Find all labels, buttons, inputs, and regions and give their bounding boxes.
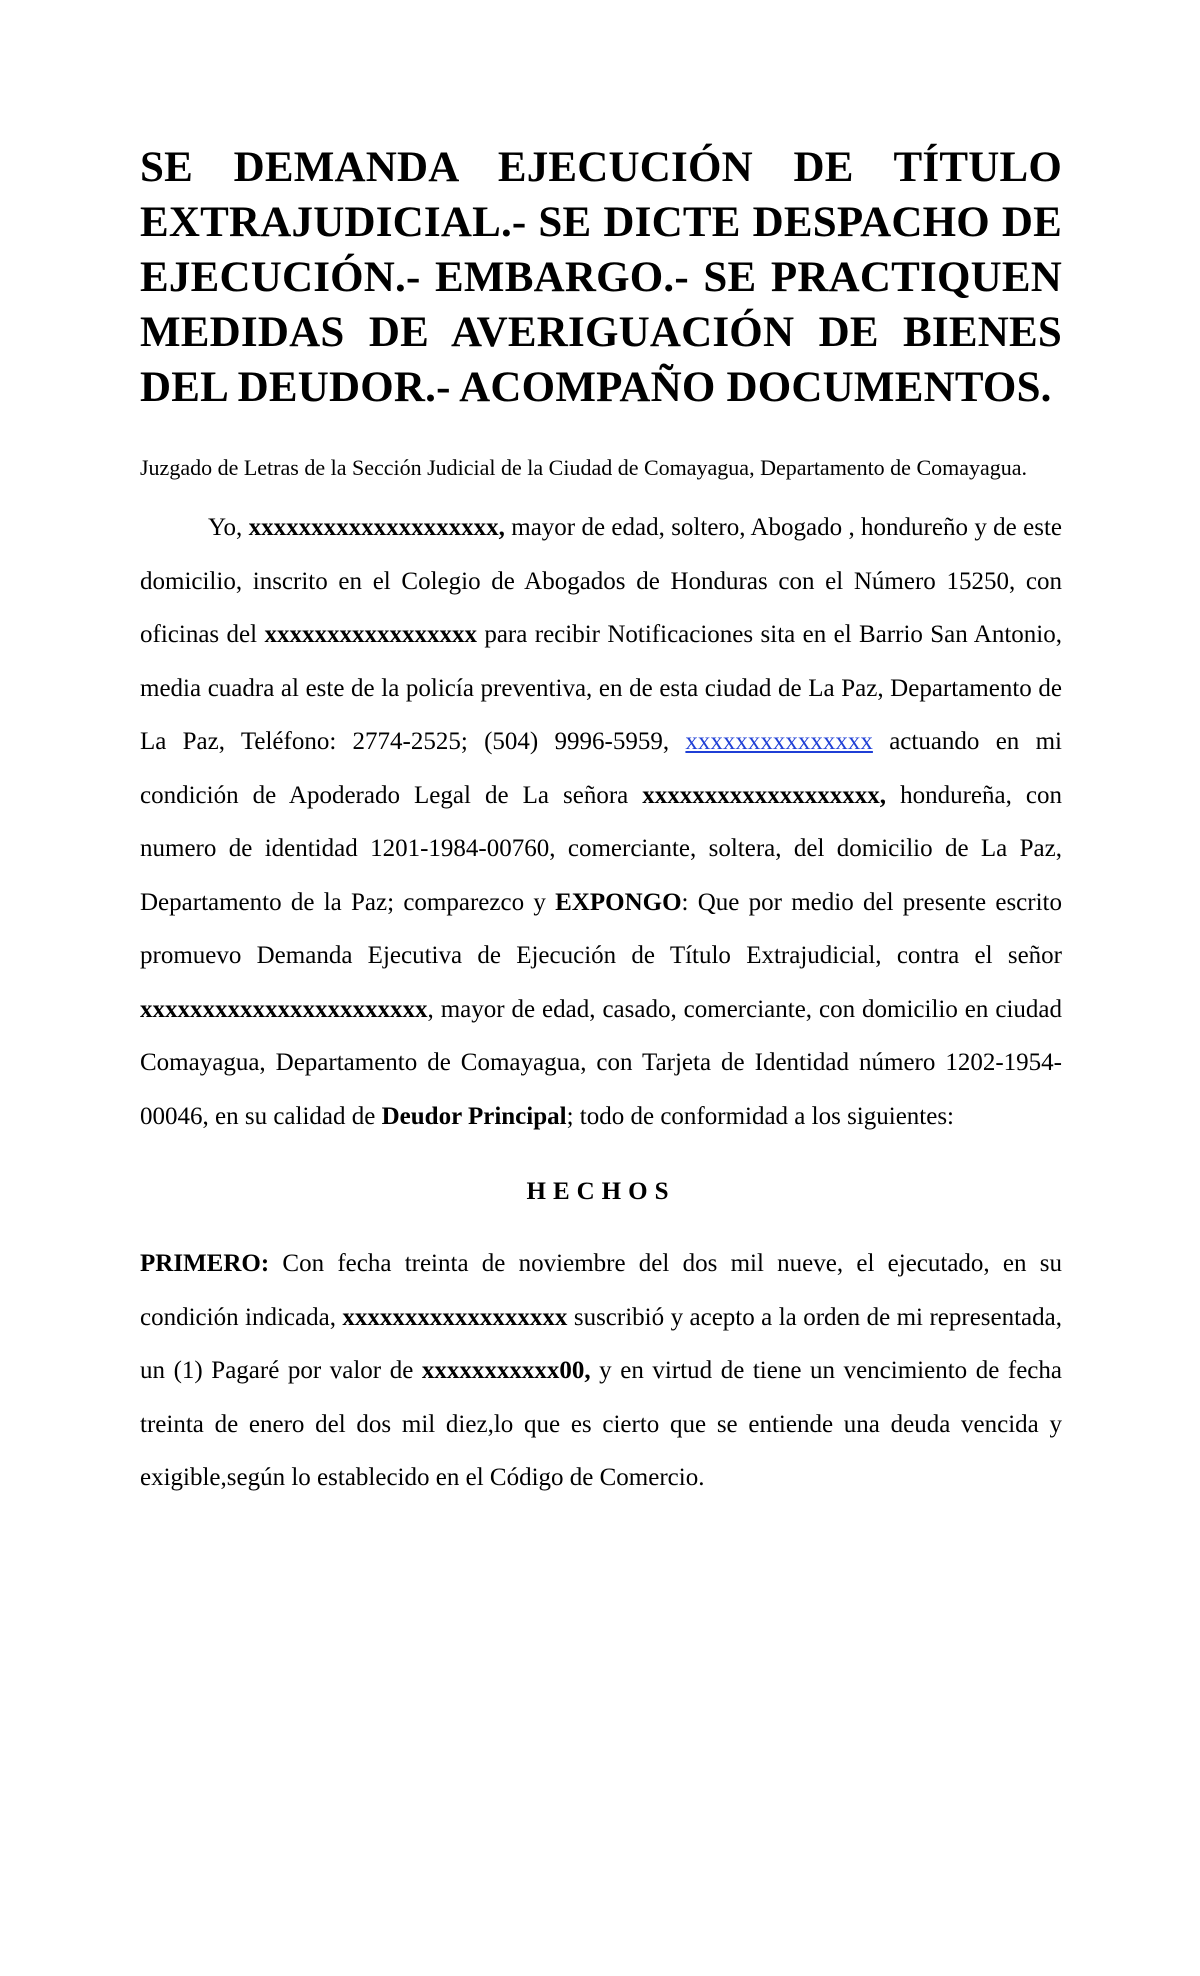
court-addressee: Juzgado de Letras de la Sección Judicial de la Ciudad de Comayagua, Departamento de Comayagua.: [140, 455, 1028, 480]
primero-label: PRIMERO:: [140, 1250, 270, 1277]
hechos-heading: HECHOS: [526, 1178, 676, 1205]
email-link[interactable]: xxxxxxxxxxxxxxx: [685, 728, 873, 755]
primero-amount: xxxxxxxxxxx00,: [421, 1357, 591, 1384]
primero-text-2: suscribió y acepto a la orden de mi representada, un (1) Pagaré por valor de: [140, 1303, 1063, 1384]
client-name: xxxxxxxxxxxxxxxxxxx,: [642, 781, 887, 809]
expongo-keyword: EXPONGO: [555, 888, 682, 916]
primero-party: xxxxxxxxxxxxxxxxxx: [342, 1303, 568, 1331]
primero-text-3: y en virtud de tiene un vencimiento de fecha treinta de enero del dos mil diez,lo que es cierto que se entiende una deuda vencida y exigible,según lo establecido en el Código de Comercio.: [140, 1357, 1062, 1491]
intro-text-2: mayor de edad, soltero, Abogado , hondureño y de este domicilio, inscrito en el Colegio de Abogados de Honduras con el Número 15250, con oficinas del: [140, 514, 1062, 648]
intro-paragraph: [140, 501, 1062, 1143]
debtor-name: xxxxxxxxxxxxxxxxxxxxxxx: [140, 995, 428, 1023]
document-page: [140, 140, 1062, 1505]
primero-paragraph: [140, 1237, 1062, 1505]
intro-text-3: para recibir Notificaciones sita en el Barrio San Antonio, media cuadra al este de la policía preventiva, en de esta ciudad de La Paz, Departamento de La Paz, Teléfono: 2774-2525; (504) 9996-5959,: [140, 621, 1062, 755]
office-name: xxxxxxxxxxxxxxxxx: [264, 621, 477, 648]
primero-text-1: Con fecha treinta de noviembre del dos mil nueve, el ejecutado, en su condición indicada,: [140, 1250, 1062, 1331]
debtor-role: Deudor Principal: [381, 1102, 567, 1130]
attorney-name: xxxxxxxxxxxxxxxxxxxx,: [248, 514, 505, 541]
intro-text-5: hondureña, con numero de identidad 1201-1984-00760, comerciante, soltera, del domicilio de La Paz, Departamento de la Paz; comparezco y: [140, 781, 1062, 916]
intro-text-7: , mayor de edad, casado, comerciante, con domicilio en ciudad Comayagua, Departamento de Comayagua, con Tarjeta de Identidad número 1202-1954-00046, en su calidad de: [140, 995, 1062, 1130]
intro-text-1: Yo,: [208, 514, 249, 541]
intro-text-8: ; todo de conformidad a los siguientes:: [566, 1102, 955, 1130]
intro-text-4: actuando en mi condición de Apoderado Legal de La señora: [140, 728, 1062, 809]
document-title: SE DEMANDA EJECUCIÓN DE TÍTULO EXTRAJUDICIAL.- SE DICTE DESPACHO DE EJECUCIÓN.- EMBARGO.- SE PRACTIQUEN MEDIDAS DE AVERIGUACIÓN DE BIENES DEL DEUDOR.- ACOMPAÑO DOCUMENTOS.: [140, 144, 1062, 411]
intro-text-6: : Que por medio del presente escrito promuevo Demanda Ejecutiva de Ejecución de Título Extrajudicial, contra el señor: [140, 888, 1062, 969]
